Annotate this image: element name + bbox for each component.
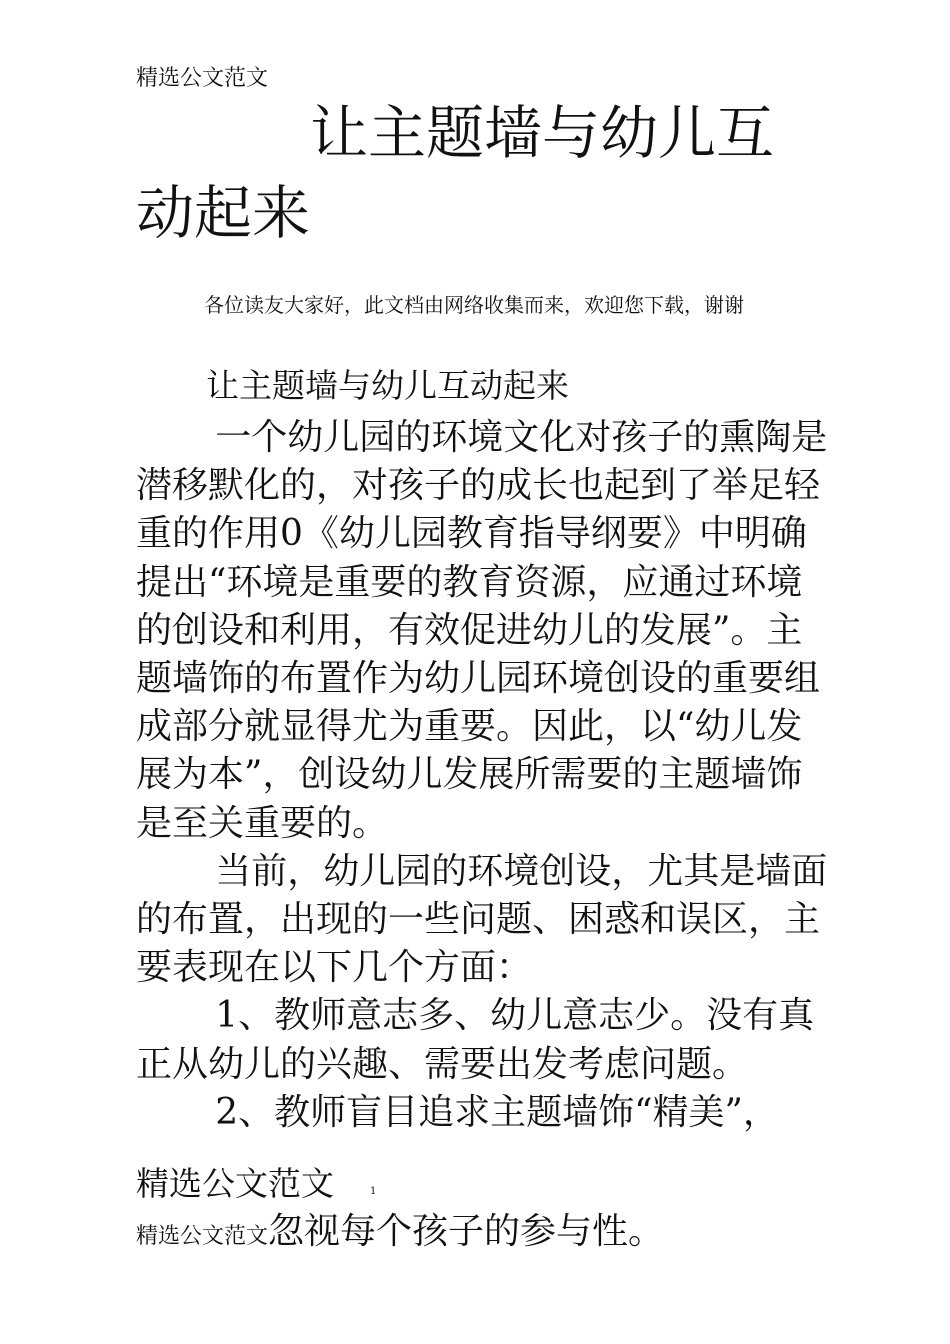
- next-page-start: [136, 1208, 664, 1258]
- document-title-line-2: 动起来: [136, 179, 311, 247]
- list-item-1: 1、教师意志多、幼儿意志少。没有真正从幼儿的兴趣、需要出发考虑问题。: [136, 995, 815, 1085]
- page-header: 精选公文范文: [136, 66, 269, 91]
- page-number: 1: [370, 1186, 377, 1197]
- document-title-line-1: 让主题墙与幼儿互: [310, 99, 775, 167]
- article-subtitle: 让主题墙与幼儿互动起来: [206, 366, 569, 405]
- greeting-note: 各位读友大家好，此文档由网络收集而来，欢迎您下载，谢谢: [204, 293, 744, 317]
- next-page-header: 精选公文范文: [136, 1224, 269, 1249]
- paragraph-current-issues: 当前，幼儿园的环境创设，尤其是墙面的布置，出现的一些问题、困惑和误区，主要表现在以下几个方面：: [136, 850, 828, 989]
- article-body: [136, 414, 836, 1137]
- paragraph-intro: 一个幼儿园的环境文化对孩子的熏陶是潜移默化的，对孩子的成长也起到了举足轻重的作用0《幼儿园教育指导纲要》中明确提出“环境是重要的教育资源，应通过环境的创设和利用，有效促进幼儿的发展”。主题墙饰的布置作为幼儿园环境创设的重要组成部分就显得尤为重要。因此，以“幼儿发展为本”，创设幼儿发展所需要的主题墙饰是至关重要的。: [136, 417, 828, 844]
- list-item-2: 2、教师盲目追求主题墙饰“精美”，: [215, 1091, 779, 1133]
- page-footer-label: 精选公文范文: [136, 1164, 334, 1203]
- next-page-continuation: 忽视每个孩子的参与性。: [268, 1211, 665, 1252]
